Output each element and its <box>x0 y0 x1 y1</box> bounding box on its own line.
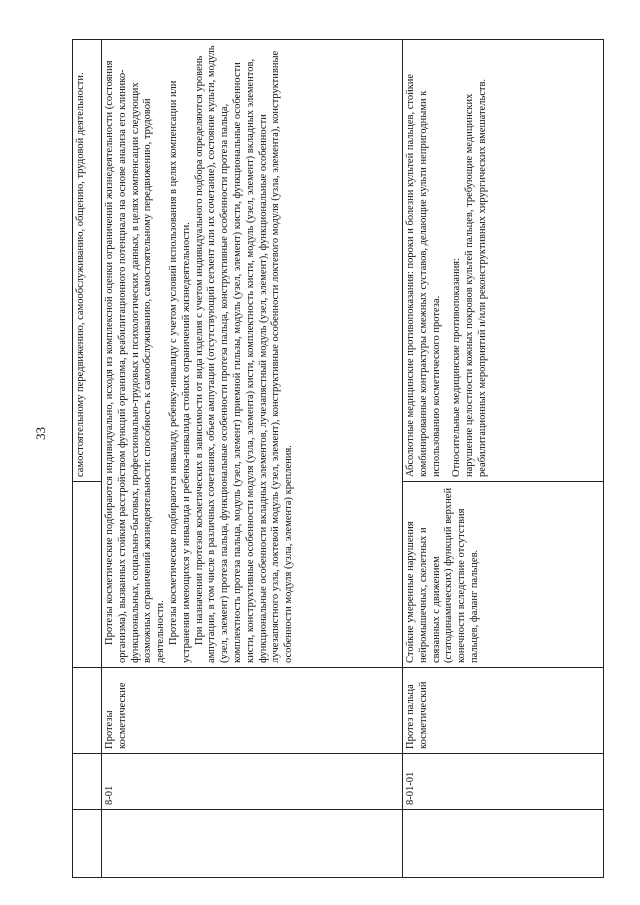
name-cell <box>102 668 403 754</box>
name-cell <box>403 668 604 754</box>
item-name: Протез пальца косметический <box>405 681 429 749</box>
table-row-continuation <box>73 40 102 878</box>
requirements-table <box>72 39 604 878</box>
page-number: 33 <box>33 427 48 440</box>
relative-contraindications-text: нарушение целостности кожных покровов культей пальцев, требующие медицинских реабилитационных мероприятий и/или реконструктивных хирургических вмешательств. <box>464 78 488 477</box>
absolute-contraindications: Абсолютные медицинские противопоказания: пороки и болезни культей пальцев, стойкие комбинированные контрактуры смежных суставов, делающие культи непригодными к использованию косметического протеза. <box>405 73 442 477</box>
description-paragraph: При назначении протезов косметических в зависимости от вида изделия с учетом индивидуального подбора определяются уровень ампутации, в том числе в различных сочетаниях, объем ампутации (отсутствующий сегмент или их сочетание), состояние культи, модуль (узел, элемент) протеза пальца, функциональные особенности протеза пальца, конструктивные особенности протеза пальца, комплектность протеза пальца, модуль (узел, элемент) приемной гильзы, модуль (узел, элемент) кисти, функциональные особенности кисти, конструктивные особенности модуля (узла, элемента) кисти, комплектность кисти, модуль (узел, элемент) вкладных элементов, функциональные особенности вкладных элементов, лучезапястный модуль (узел, элемент), функциональные особенности лучезапястного узла, локтевой модуль (узел, элемент), конструктивные особенности локтевого модуля (узла, элемента), конструктивные особенности модуля (узла, элемента) крепления. <box>193 45 295 663</box>
description-cell <box>102 40 403 668</box>
item-code: 8-01 <box>104 785 115 805</box>
empty-cell <box>73 668 102 754</box>
item-name: Протезы косметические <box>104 682 128 749</box>
empty-cell <box>102 810 403 878</box>
table-row-8-01 <box>102 40 403 878</box>
indications-cell <box>403 482 604 668</box>
empty-cell <box>403 810 604 878</box>
continuation-text-cell <box>73 40 102 482</box>
contraindications-cell <box>403 40 604 482</box>
empty-cell <box>73 754 102 810</box>
empty-cell <box>73 482 102 668</box>
description-paragraph: Протезы косметические подбираются индивидуально, исходя из комплексной оценки ограничений жизнедеятельности (состояния организма), вызванных стойким расстройством функций организма, реабилитационного потенциала на основе анализа его клинико-функциональных, социально-бытовых, профессионально-трудовых и психологических данных, в целях компенсации следующих возможных ограничений жизнедеятельности: способность к самообслуживанию, самостоятельному передвижению, трудовой деятельности. <box>104 60 167 663</box>
code-cell <box>102 754 403 810</box>
continuation-text: самостоятельному передвижению, самообслуживанию, общению, трудовой деятельности. <box>75 72 86 477</box>
code-cell <box>403 754 604 810</box>
item-code: 8-01-01 <box>405 771 416 805</box>
rotated-table-container <box>72 40 588 878</box>
relative-contraindications-title: Относительные медицинские противопоказания: <box>451 257 463 477</box>
description-paragraph: Протезы косметические подбираются инвалиду, ребенку-инвалиду с учетом условий использования в целях компенсации или устранения имеющихся у инвалида и ребенка-инвалида стойких ограничений жизнедеятельности. <box>167 80 192 663</box>
empty-cell <box>73 810 102 878</box>
indications-text: Стойкие умеренные нарушения нейромышечных, скелетных и связанных с движением (статодинамических) функций верхней конечности вследствие отсутствия пальцев, фаланг пальцев. <box>405 487 480 663</box>
table-row-8-01-01 <box>403 40 604 878</box>
